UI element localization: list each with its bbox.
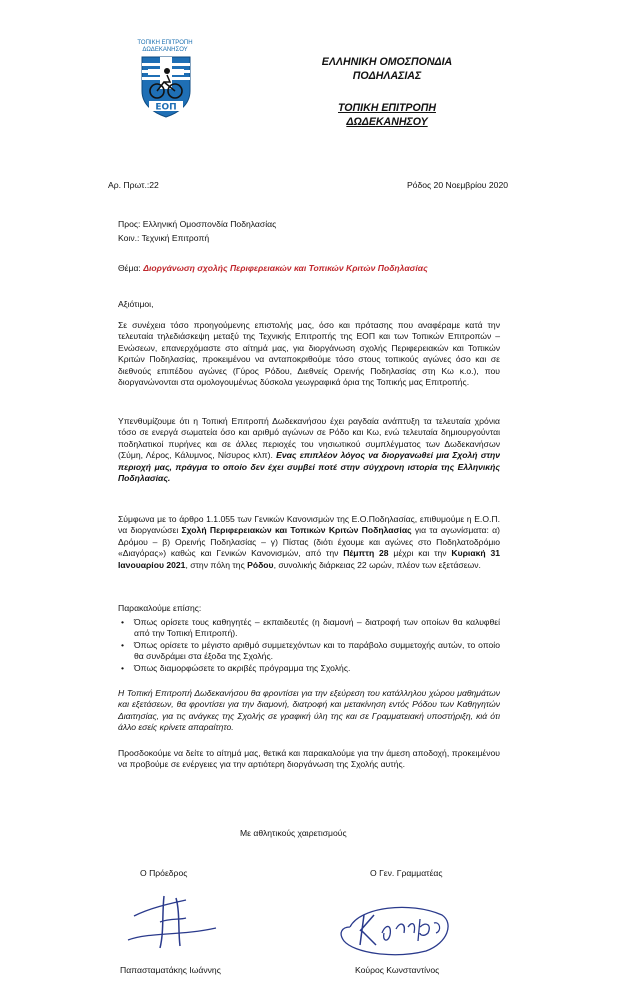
org-name: [292, 55, 482, 83]
greeting: Αξιότιμοι,: [118, 299, 154, 309]
paragraph-3-text-b: για τα αγωνίσματα: α) Δρόμου – β) Ορεινής Ποδηλασίας – γ) Πίστας (διότι έχουμε και αγώνες στο Ποδηλατοδρόμιο «Διαγόρας») καθώς και Γενικών Κανονισμών, από την: [118, 525, 500, 559]
list-item: • Όπως ορίσετε τους καθηγητές – εκπαιδευτές (η διαμονή – διατροφή των οποίων θα καλυφθεί από την Τοπική Επιτροπή).: [118, 617, 500, 640]
right-signatory-role: Ο Γεν. Γραμματέας: [370, 868, 443, 878]
paragraph-3-start-date: Πέμπτη 28: [343, 548, 389, 559]
closing: Με αθλητικούς χαιρετισμούς: [240, 828, 347, 838]
recipient-cc: Κοιν.: Τεχνική Επιτροπή: [118, 233, 210, 243]
committee-name-line1: ΤΟΠΙΚΗ ΕΠΙΤΡΟΠΗ: [338, 102, 436, 114]
left-signatory-role: Ο Πρόεδρος: [140, 868, 188, 878]
paragraph-3: [118, 514, 500, 571]
subject-line: [118, 263, 518, 274]
paragraph-2: [118, 416, 500, 484]
paragraph-last: Προσδοκούμε να δείτε το αίτημά μας, θετικά και παρακαλούμε για την άμεση αποδοχή, προκειμένου να προβούμε σε ενέργειες για την αρτιότερη διοργάνωση της Σχολής αυτής.: [118, 748, 500, 770]
paragraph-3-text-c: μέχρι και την: [393, 548, 447, 559]
paragraph-3-text-d: , στην πόλη της: [185, 559, 245, 570]
logo-caption-line2: ΔΩΔΕΚΑΝΗΣΟΥ: [142, 47, 188, 53]
list-intro: Παρακαλούμε επίσης:: [118, 603, 202, 613]
paragraph-3-city: Ρόδου: [247, 559, 274, 570]
right-signature: [330, 893, 460, 963]
logo-caption-line1: ΤΟΠΙΚΗ ΕΠΙΤΡΟΠΗ: [137, 40, 193, 46]
list-item: • Όπως ορίσετε το μέγιστο αριθμό συμμετεχόντων και το παράβολο συμμετοχής αυτών, το οποίο θα συνδράμει στα έξοδα της Σχολής.: [118, 640, 500, 663]
place-date: Ρόδος 20 Νοεμβρίου 2020: [406, 180, 508, 190]
paragraph-2-text: Υπενθυμίζουμε ότι η Τοπική Επιτροπή Δωδεκανήσου έχει ραγδαία ανάπτυξη τα τελευταία χρόνια τόσο σε ενεργά σωματεία όσο και αριθμό αγώνων σε Ρόδο και Κω, ενώ τελευταία δημιουργούνται ποδηλατικοί πυρήνες και σε άλλες περιοχές του νησιωτικού συμπλέγματος των Δωδεκανήσων (Σύμη, Λέρος, Κάλυμνος, Νίσυρος κλπ).: [118, 416, 500, 461]
org-name-line2: ΠΟΔΗΛΑΣΙΑΣ: [352, 70, 422, 82]
recipient-to: Προς: Ελληνική Ομοσπονδία Ποδηλασίας: [118, 219, 277, 229]
protocol-number: Αρ. Πρωτ.:22: [108, 180, 159, 190]
committee-name-line2: ΔΩΔΕΚΑΝΗΣΟΥ: [346, 116, 428, 128]
paragraph-1: Σε συνέχεια τόσο προηγούμενης επιστολής μας, όσο και πρότασης που αναφέραμε κατά την τελευταία τηλεδιάσκεψη μεταξύ της Τεχνικής Επιτροπής της ΕΟΠ και των Τοπικών Επιτροπών – Ενώσεων, επανερχόμαστε στο αίτημά μας, για διοργάνωση σχολής Περιφερειακών και Τοπικών Κριτών Ποδηλασίας, προκειμένου να ανταποκριθούμε τόσο στους τοπικούς αγώνες όσο και σε διεθνούς επιπέδου αγώνες (Γύρος Ρόδου, Διεθνείς Ορεινής Ποδηλασίας στη Κω κ.ο.), που διοργανώνονται στα ομολογουμένως δύσκολα γεωγραφικά όρια της Τοπικής μας Επιτροπής.: [118, 320, 500, 388]
eop-logo: [140, 55, 192, 119]
handwritten-signature-icon: [120, 888, 230, 958]
logo-caption: [125, 40, 205, 54]
right-signatory-name: Κούρος Κωνσταντίνος: [355, 965, 440, 975]
committee-name: [292, 101, 482, 129]
list-item: • Όπως διαμορφώσετε το ακριβές πρόγραμμα της Σχολής.: [118, 663, 500, 674]
request-list: [118, 617, 500, 674]
subject-title: Διοργάνωση σχολής Περιφερειακών και Τοπικών Κριτών Ποδηλασίας: [143, 263, 428, 273]
paragraph-italic: Η Τοπική Επιτροπή Δωδεκανήσου θα φροντίσει για την εξεύρεση του κατάλληλου χώρου μαθημάτων και εξετάσεων, θα φροντίσει για την διαμονή, διατροφή και μετακίνηση εντός Ρόδου των Καθηγητών Διαιτησίας, για τις ανάγκες της Σχολής σε γραφική ύλη της και σε Γραμματειακή υποστήριξη, κιά ότι άλλο εσείς κρίνετε απαραίτητο.: [118, 688, 500, 733]
paragraph-3-end-date: Κυριακή 31 Ιανουαρίου 2021: [118, 548, 500, 570]
paragraph-3-text-a: Σύμφωνα με το άρθρο 1.1.055 των Γενικών Κανονισμών της Ε.Ο.Ποδηλασίας, επιθυμούμε η Ε.Ο.Π. να διοργανώσει: [118, 514, 500, 536]
left-signatory-name: Παπασταματάκης Ιωάννης: [120, 965, 221, 975]
subject-label: Θέμα:: [118, 263, 141, 273]
left-signature: [120, 888, 230, 958]
logo-text: ΕΟΠ: [155, 102, 177, 113]
handwritten-signature-icon: [330, 893, 460, 963]
shield-logo-icon: [140, 55, 192, 119]
org-name-line1: ΕΛΛΗΝΙΚΗ ΟΜΟΣΠΟΝΔΙΑ: [321, 56, 453, 68]
paragraph-2-emphasis: Ενας επιπλέον λόγος να διοργανωθεί μια Σχολή στην περιοχή μας, πράγμα το οποίο δεν έχει συμβεί ποτέ στην σύγχρονη ιστορία της Ελληνικής Ποδηλασίας.: [118, 450, 501, 484]
paragraph-3-text-e: , συνολικής διάρκειας 22 ωρών, πλέον των εξετάσεων.: [273, 559, 481, 570]
paragraph-3-school-title: Σχολή Περιφερειακών και Τοπικών Κριτών Ποδηλασίας: [181, 525, 412, 536]
